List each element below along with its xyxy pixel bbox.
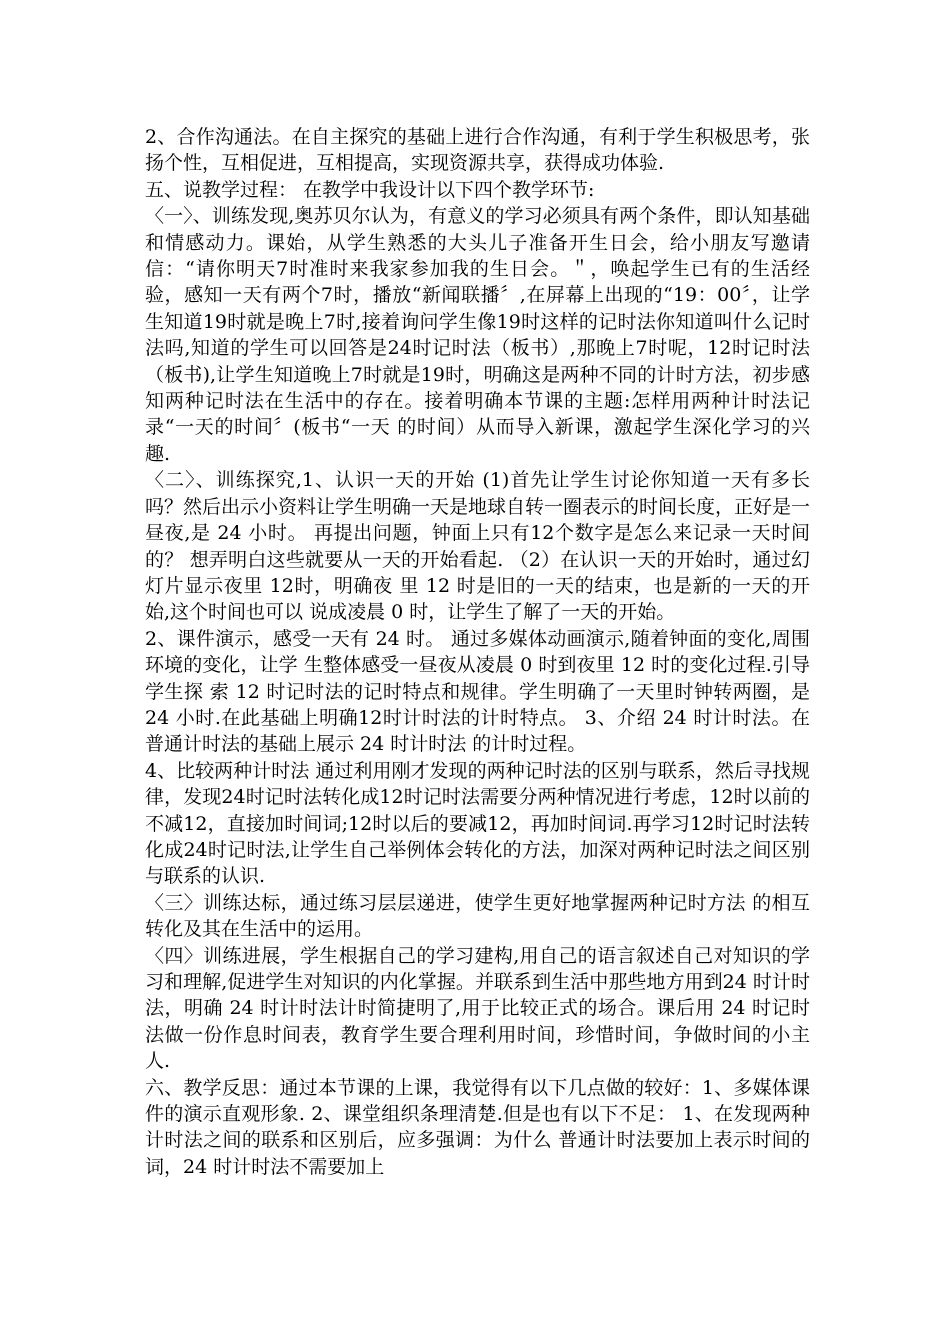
paragraph-stage-three: 〈三〉训练达标，通过练习层层递进，使学生更好地掌握两种记时方法 的相互转化及其在生活中的运用。: [145, 891, 810, 941]
paragraph-stage-two: 〈二〉、训练探究,1、认识一天的开始 (1)首先让学生讨论你知道一天有多长吗？然后出示小资料让学生明确一天是地球自转一圈表示的时间长度，正好是一昼夜,是 24 小时。 再提出问题，钟面上只有12个数字是怎么来记录一天时间的？ 想弄明白这些就要从一天的开始看起. （2）在认识一天的开始时，通过幻灯片显示夜里 12时，明确夜 里 12 时是旧的一天的结束，也是新的一天的开始,这个时间也可以 说成凌晨 0 时，让学生了解了一天的开始。: [145, 469, 811, 624]
paragraph-stage-one: 〈一〉、训练发现,奥苏贝尔认为，有意义的学习必须具有两个条件，即认知基础和情感动力。课始，从学生熟悉的大头儿子准备开生日会，给小朋友写邀请信：“请你明天7时准时来我家参加我的生日会。＂，唤起学生已有的生活经验，感知一天有两个7时，播放“新闻联播〞,在屏幕上出现的“19：00〞，让学生知道19时就是晚上7时,接着询问学生像19时这样的记时法你知道叫什么记时法吗,知道的学生可以回答是24时记时法（板书）,那晚上7时呢，12时记时法（板书),让学生知道晚上7时就是19时，明确这是两种不同的计时方法，初步感知两种记时法在生活中的存在。接着明确本节课的主题:怎样用两种计时法记录“一天的时间〞(板书“一天 的时间）从而导入新课，激起学生深化学习的兴趣.: [145, 205, 810, 465]
heading-teaching-process: 五、说教学过程： 在教学中我设计以下四个教学环节:: [145, 178, 595, 201]
paragraph-cooperation-method: 2、合作沟通法。在自主探究的基础上进行合作沟通，有利于学生积极思考，张扬个性，互相促进，互相提高，实现资源共享，获得成功体验.: [145, 126, 810, 175]
document-body: [145, 124, 810, 1180]
paragraph-stage-four: 〈四〉训练进展，学生根据自己的学习建构,用自己的语言叙述自己对知识的学习和理解,促进学生对知识的内化掌握。并联系到生活中那些地方用到24 时计时法，明确 24 时计时法计时简捷明了,用于比较正式的场合。课后用 24 时记时法做一份作息时间表，教育学生要合理利用时间，珍惜时间，争做时间的小主人.: [145, 944, 810, 1073]
paragraph-teaching-reflection: 六、教学反思：通过本节课的上课，我觉得有以下几点做的较好：1、多媒体课件的演示直观形象. 2、课堂组织条理清楚.但是也有以下不足： 1、在发现两种计时法之间的联系和区别后，应多强调：为什么 普通计时法要加上表示时间的词，24 时计时法不需要加上: [145, 1076, 810, 1178]
paragraph-courseware-demo: 2、课件演示，感受一天有 24 时。 通过多媒体动画演示,随着钟面的变化,周围环境的变化，让学 生整体感受一昼夜从凌晨 0 时到夜里 12 时的变化过程.引导学生探 索 12 时记时法的记时特点和规律。学生明确了一天里时钟转两圈，是 24 小时.在此基础上明确12时计时法的计时特点。 3、介绍 24 时计时法。在普通计时法的基础上展示 24 时计时法 的计时过程。: [145, 627, 810, 756]
paragraph-compare-methods: 4、比较两种计时法 通过利用刚才发现的两种记时法的区别与联系，然后寻找规律，发现24时记时法转化成12时记时法需要分两种情况进行考虑，12时以前的不减12，直接加时间词;12时以后的要减12，再加时间词.再学习12时记时法转化成24时记时法,让学生自己举例体会转化的方法，加深对两种记时法之间区别与联系的认识.: [145, 759, 810, 888]
